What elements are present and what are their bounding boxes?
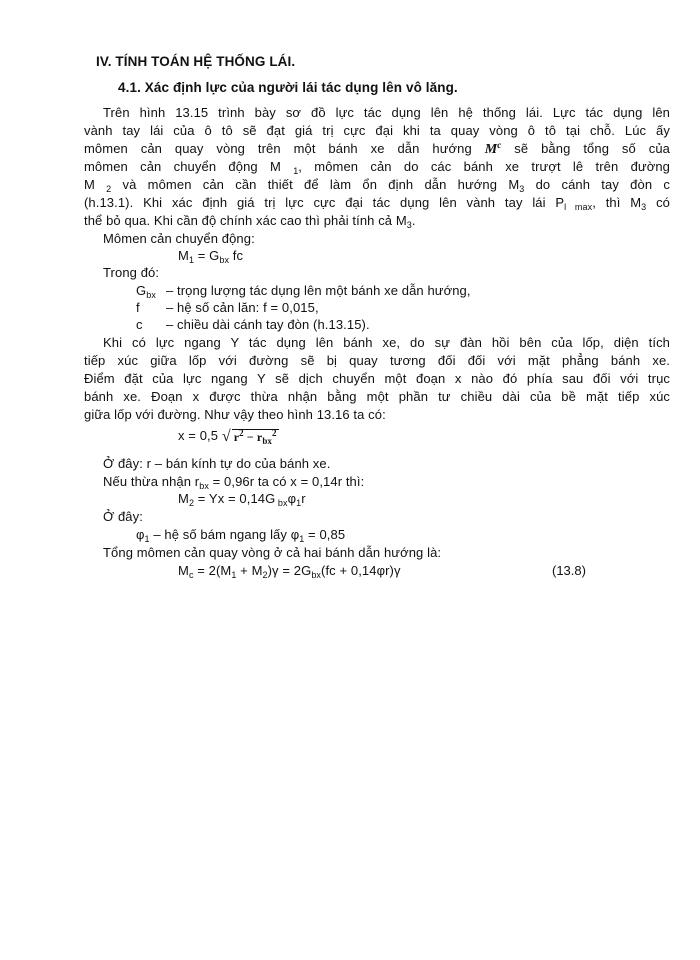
section-heading: IV. TÍNH TOÁN HỆ THỐNG LÁI. (96, 54, 296, 69)
def-c-text: – chiều dài cánh tay đòn (h.13.15). (166, 317, 370, 332)
tong-momen-intro: Tổng mômen cản quay vòng ở cả hai bánh dẫn hướng là: (103, 545, 442, 560)
equation-number: (13.8) (552, 563, 586, 578)
p2-line-5: giữa lốp với đường. Như vậy theo hình 13.16 ta có: (84, 407, 386, 422)
mr-symbol: $M^c$ (484, 140, 502, 157)
neu-thua-nhan: Nếu thừa nhận $r_{bx} = 0,96r$ ta có x = 0,14r thì: (103, 474, 365, 491)
m2-equation: $M_2 = Yx = 0,14G$ $_{bx}\varphi_1r$ (178, 491, 306, 508)
phi-definition: $\varphi_1$ – hệ số bám ngang lấy $\varphi_1 = 0,85$ (136, 527, 346, 544)
def-gbx-symbol: $G_{bx}$ (136, 283, 156, 300)
p2-line-2: tiếp xúc giữa lốp với đường sẽ bị quay tương đối đối với mặt phẳng bánh xe. (84, 353, 670, 368)
p1-line-6: (h.13.1). Khi xác định giá trị lực cực đại tác dụng lên vành tay lái $P_{l max}$, thì $M_3$ có (84, 195, 670, 212)
p2-line-4: bánh xe. Đoạn x được thừa nhận bằng một phần tư chiều dài của bề mặt tiếp xúc (84, 389, 670, 404)
x-equation: x = 0,5 √ $r^2 - r_{bx}^2$ (178, 427, 277, 446)
trong-do-label: Trong đó: (103, 265, 160, 280)
m1-intro: Mômen cản chuyển động: (103, 231, 255, 246)
p1-line-3: mômen cản quay vòng trên một bánh xe dẫn hướng $M^c$ sẽ bằng tổng số của (84, 140, 671, 157)
p1-line-7: thể bỏ qua. Khi cần độ chính xác cao thì phải tính cả $M_3$. (84, 213, 416, 230)
p1-line-5: M $_2$ và mômen cản cần thiết để làm ổn định dẫn hướng $M_3$ do cánh tay đòn c (84, 177, 670, 194)
m1-equation: $M_1 = G_{bx}$ fc (178, 248, 244, 265)
p1-line-4: mômen cản chuyển động M $_1$, mômen cản do các bánh xe trượt lê trên đường (84, 159, 670, 176)
def-f-text: – hệ số cản lăn: f = 0,015, (166, 300, 319, 315)
def-c-symbol: c (136, 317, 143, 332)
p1-line-2: vành tay lái của ô tô sẽ đạt giá trị cực đại khi ta quay vòng ô tô tại chỗ. Lúc ấy (84, 123, 670, 138)
p1-line-1: Trên hình 13.15 trình bày sơ đồ lực tác dụng lên hệ thống lái. Lực tác dụng lên (103, 105, 670, 120)
o-day-label: Ở đây: (103, 509, 143, 524)
sqrt-expression: √ $r^2 - r_{bx}^2$ (221, 427, 277, 446)
def-gbx-text: – trọng lượng tác dụng lên một bánh xe dẫn hướng, (166, 283, 471, 298)
mc-equation: $M_c = 2(M_1 + M_2)\gamma = 2G_{bx}(fc + 0,14\varphi r)\gamma$ (178, 563, 401, 580)
p2-line-3: Điểm đặt của lực ngang Y sẽ dịch chuyển một đoạn x nào đó phía sau đối với trục (84, 371, 670, 386)
p2-line-1: Khi có lực ngang Y tác dụng lên bánh xe, do sự đàn hồi bên của lốp, diện tích (103, 335, 670, 350)
def-f-symbol: f (136, 300, 140, 315)
subsection-heading: 4.1. Xác định lực của người lái tác dụng lên vô lăng. (118, 80, 458, 95)
o-day-radius: Ở đây: r – bán kính tự do của bánh xe. (103, 456, 331, 471)
